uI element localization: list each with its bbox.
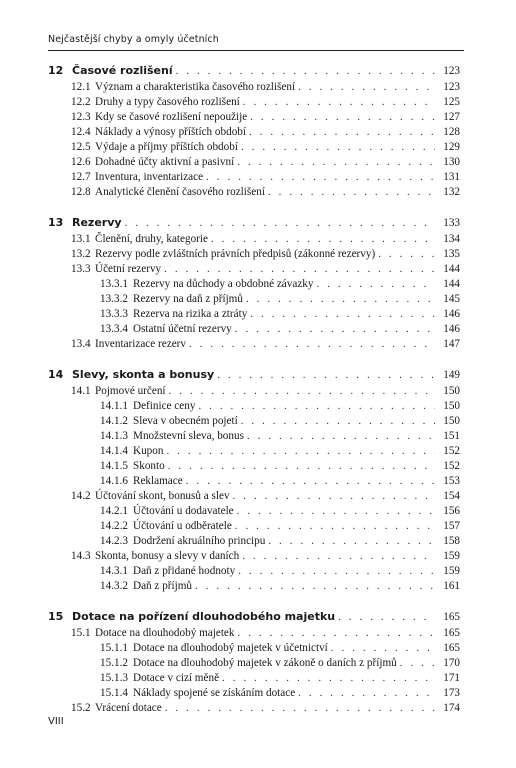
dot-leader xyxy=(242,549,435,564)
section-entry[interactable] xyxy=(48,337,460,352)
section-entry[interactable] xyxy=(48,549,460,564)
entry-number: 12.7 xyxy=(71,171,91,183)
entry-number: 12 xyxy=(48,64,64,77)
section-entry[interactable] xyxy=(48,125,460,140)
section-entry[interactable] xyxy=(48,247,460,262)
entry-title: Slevy, skonta a bonusy xyxy=(72,368,215,381)
entry-page: 134 xyxy=(443,233,460,245)
entry-page: 165 xyxy=(443,611,460,623)
dot-leader xyxy=(186,474,435,489)
entry-number: 14.2.3 xyxy=(100,535,128,547)
dot-leader xyxy=(125,214,435,232)
entry-title: Náklady a výnosy příštích období xyxy=(95,126,247,138)
entry-title: Dotace na pořízení dlouhodobého majetku xyxy=(72,610,336,623)
entry-title: Dotace na dlouhodobý majetek v zákoně o daních z příjmů xyxy=(133,657,397,669)
entry-title: Množstevní sleva, bonus xyxy=(133,430,244,442)
entry-page: 132 xyxy=(443,186,460,198)
entry-page: 152 xyxy=(443,445,460,457)
running-head: Nejčastější chyby a omyly účetních xyxy=(48,34,219,45)
entry-title: Význam a charakteristika časového rozlišení xyxy=(95,81,296,93)
entry-number: 13.3.2 xyxy=(100,293,128,305)
entry-page: 165 xyxy=(443,627,460,639)
entry-number: 13.4 xyxy=(71,338,91,350)
dot-leader xyxy=(250,307,435,322)
entry-page: 156 xyxy=(443,505,460,517)
table-of-contents xyxy=(48,62,460,730)
entry-title: Rezerva na rizika a ztráty xyxy=(133,308,248,320)
entry-page: 159 xyxy=(443,550,460,562)
entry-page: 158 xyxy=(443,535,460,547)
entry-page: 150 xyxy=(443,400,460,412)
subsection-entry[interactable] xyxy=(48,579,460,594)
entry-page: 150 xyxy=(443,415,460,427)
subsection-entry[interactable] xyxy=(48,641,460,656)
entry-number: 13.1 xyxy=(71,233,91,245)
entry-page: 145 xyxy=(443,293,460,305)
entry-number: 14.1.5 xyxy=(100,460,128,472)
entry-page: 150 xyxy=(443,385,460,397)
entry-page: 125 xyxy=(443,96,460,108)
entry-number: 13 xyxy=(48,216,64,229)
entry-title: Účetní rezervy xyxy=(95,263,162,275)
entry-number: 12.1 xyxy=(71,81,91,93)
entry-number: 13.2 xyxy=(71,248,91,260)
section-entry[interactable] xyxy=(48,95,460,110)
entry-page: 129 xyxy=(443,141,460,153)
dot-leader xyxy=(206,170,435,185)
entry-title: Dotace na dlouhodobý majetek xyxy=(95,627,235,639)
entry-page: 165 xyxy=(443,642,460,654)
entry-number: 14.3.2 xyxy=(100,580,128,592)
entry-number: 15.1.4 xyxy=(100,687,128,699)
subsection-entry[interactable] xyxy=(48,399,460,414)
entry-number: 12.4 xyxy=(71,126,91,138)
dot-leader xyxy=(378,247,435,262)
dot-leader xyxy=(235,322,435,337)
entry-number: 14.3 xyxy=(71,550,91,562)
subsection-entry[interactable] xyxy=(48,277,460,292)
entry-number: 12.3 xyxy=(71,111,91,123)
dot-leader xyxy=(165,701,435,716)
entry-page: 144 xyxy=(443,263,460,275)
dot-leader xyxy=(241,414,435,429)
entry-number: 14.1.6 xyxy=(100,475,128,487)
dot-leader xyxy=(243,95,435,110)
subsection-entry[interactable] xyxy=(48,686,460,701)
entry-number: 15 xyxy=(48,610,64,623)
dot-leader xyxy=(338,608,435,626)
entry-number: 13.3.1 xyxy=(100,278,128,290)
dot-leader xyxy=(331,641,435,656)
entry-page: 149 xyxy=(443,369,460,381)
entry-page: 123 xyxy=(443,81,460,93)
dot-leader xyxy=(316,277,435,292)
subsection-entry[interactable] xyxy=(48,564,460,579)
entry-title: Účtování u dodavatele xyxy=(133,505,234,517)
entry-number: 14.2.2 xyxy=(100,520,128,532)
entry-page: 123 xyxy=(443,65,460,77)
dot-leader xyxy=(268,185,435,200)
dot-leader xyxy=(250,110,435,125)
dot-leader xyxy=(241,140,435,155)
entry-page: 174 xyxy=(443,702,460,714)
entry-title: Kdy se časové rozlišení nepoužije xyxy=(95,111,248,123)
dot-leader xyxy=(238,626,436,641)
entry-number: 13.3.3 xyxy=(100,308,128,320)
entry-number: 14.1 xyxy=(71,385,91,397)
entry-title: Rezervy na důchody a obdobné závazky xyxy=(133,278,314,290)
section-entry[interactable] xyxy=(48,701,460,716)
entry-title: Dodržení akruálního principu xyxy=(133,535,266,547)
entry-page: 159 xyxy=(443,565,460,577)
subsection-entry[interactable] xyxy=(48,504,460,519)
page-number: VIII xyxy=(48,716,64,727)
entry-number: 14.1.1 xyxy=(100,400,128,412)
dot-leader xyxy=(168,459,435,474)
subsection-entry[interactable] xyxy=(48,322,460,337)
chapter-block xyxy=(48,214,460,352)
entry-title: Analytické členění časového rozlišení xyxy=(95,186,265,198)
entry-page: 157 xyxy=(443,520,460,532)
entry-page: 171 xyxy=(443,672,460,684)
entry-page: 146 xyxy=(443,323,460,335)
subsection-entry[interactable] xyxy=(48,656,460,671)
dot-leader xyxy=(247,429,435,444)
entry-page: 173 xyxy=(443,687,460,699)
entry-page: 161 xyxy=(443,580,460,592)
entry-title: Skonta, bonusy a slevy v daních xyxy=(95,550,240,562)
dot-leader xyxy=(400,656,435,671)
chapter-block xyxy=(48,62,460,200)
entry-title: Vrácení dotace xyxy=(95,702,162,714)
chapter-heading[interactable] xyxy=(48,62,460,80)
entry-page: 127 xyxy=(443,111,460,123)
subsection-entry[interactable] xyxy=(48,414,460,429)
entry-title: Inventarizace rezerv xyxy=(95,338,186,350)
entry-title: Dotace na dlouhodobý majetek v účetnictví xyxy=(133,642,328,654)
subsection-entry[interactable] xyxy=(48,671,460,686)
entry-title: Rezervy podle zvláštních právních předpisů (zákonné rezervy) xyxy=(95,248,376,260)
entry-title: Reklamace xyxy=(133,475,183,487)
subsection-entry[interactable] xyxy=(48,534,460,549)
entry-page: 147 xyxy=(443,338,460,350)
entry-title: Náklady spojené se získáním dotace xyxy=(133,687,296,699)
entry-title: Rezervy xyxy=(72,216,122,229)
section-entry[interactable] xyxy=(48,262,460,277)
entry-number: 14.1.3 xyxy=(100,430,128,442)
entry-page: 170 xyxy=(443,657,460,669)
entry-title: Definice ceny xyxy=(133,400,196,412)
entry-title: Skonto xyxy=(133,460,165,472)
section-entry[interactable] xyxy=(48,185,460,200)
entry-number: 14.2 xyxy=(71,490,91,502)
dot-leader xyxy=(298,686,435,701)
entry-page: 153 xyxy=(443,475,460,487)
entry-number: 14.3.1 xyxy=(100,565,128,577)
entry-page: 130 xyxy=(443,156,460,168)
subsection-entry[interactable] xyxy=(48,459,460,474)
dot-leader xyxy=(237,155,435,170)
entry-title: Dotace v cizí měně xyxy=(133,672,220,684)
section-entry[interactable] xyxy=(48,155,460,170)
dot-leader xyxy=(166,444,435,459)
entry-title: Účtování u odběratele xyxy=(133,520,232,532)
header-rule xyxy=(48,50,464,51)
entry-title: Daň z přidané hodnoty xyxy=(133,565,236,577)
entry-title: Časové rozlišení xyxy=(72,64,173,77)
entry-number: 12.2 xyxy=(71,96,91,108)
chapter-heading[interactable] xyxy=(48,214,460,232)
entry-page: 152 xyxy=(443,460,460,472)
entry-page: 135 xyxy=(443,248,460,260)
entry-title: Kupon xyxy=(133,445,164,457)
subsection-entry[interactable] xyxy=(48,474,460,489)
dot-leader xyxy=(233,489,435,504)
dot-leader xyxy=(235,519,435,534)
dot-leader xyxy=(246,292,435,307)
entry-title: Dohadné účty aktivní a pasivní xyxy=(95,156,235,168)
dot-leader xyxy=(198,399,435,414)
dot-leader xyxy=(249,125,435,140)
dot-leader xyxy=(298,80,435,95)
dot-leader xyxy=(211,232,435,247)
subsection-entry[interactable] xyxy=(48,519,460,534)
dot-leader xyxy=(195,579,435,594)
entry-title: Účtování skont, bonusů a slev xyxy=(95,490,230,502)
section-entry[interactable] xyxy=(48,384,460,399)
subsection-entry[interactable] xyxy=(48,292,460,307)
entry-page: 144 xyxy=(443,278,460,290)
entry-number: 14.1.2 xyxy=(100,415,128,427)
dot-leader xyxy=(237,504,435,519)
entry-page: 146 xyxy=(443,308,460,320)
entry-number: 15.1.3 xyxy=(100,672,128,684)
section-entry[interactable] xyxy=(48,232,460,247)
subsection-entry[interactable] xyxy=(48,429,460,444)
subsection-entry[interactable] xyxy=(48,307,460,322)
entry-title: Výdaje a příjmy příštích období xyxy=(95,141,238,153)
subsection-entry[interactable] xyxy=(48,444,460,459)
entry-number: 13.3.4 xyxy=(100,323,128,335)
section-entry[interactable] xyxy=(48,80,460,95)
dot-leader xyxy=(164,262,435,277)
dot-leader xyxy=(189,337,435,352)
dot-leader xyxy=(217,366,435,384)
chapter-heading[interactable] xyxy=(48,366,460,384)
entry-title: Ostatní účetní rezervy xyxy=(133,323,232,335)
entry-number: 15.2 xyxy=(71,702,91,714)
entry-number: 15.1.2 xyxy=(100,657,128,669)
section-entry[interactable] xyxy=(48,170,460,185)
entry-page: 151 xyxy=(443,430,460,442)
dot-leader xyxy=(238,564,435,579)
entry-number: 14.1.4 xyxy=(100,445,128,457)
section-entry[interactable] xyxy=(48,140,460,155)
entry-title: Členění, druhy, kategorie xyxy=(95,233,208,245)
entry-number: 15.1.1 xyxy=(100,642,128,654)
entry-title: Inventura, inventarizace xyxy=(95,171,204,183)
entry-page: 154 xyxy=(443,490,460,502)
entry-page: 128 xyxy=(443,126,460,138)
entry-page: 133 xyxy=(443,217,460,229)
entry-title: Sleva v obecném pojetí xyxy=(133,415,238,427)
dot-leader xyxy=(169,384,435,399)
dot-leader xyxy=(222,671,435,686)
dot-leader xyxy=(176,62,435,80)
entry-number: 14 xyxy=(48,368,64,381)
entry-number: 13.3 xyxy=(71,263,91,275)
entry-title: Daň z příjmů xyxy=(133,580,193,592)
entry-number: 15.1 xyxy=(71,627,91,639)
entry-page: 131 xyxy=(443,171,460,183)
section-entry[interactable] xyxy=(48,489,460,504)
chapter-heading[interactable] xyxy=(48,608,460,626)
entry-number: 14.2.1 xyxy=(100,505,128,517)
dot-leader xyxy=(268,534,435,549)
chapter-block xyxy=(48,608,460,716)
entry-title: Rezervy na daň z příjmů xyxy=(133,293,243,305)
entry-number: 12.6 xyxy=(71,156,91,168)
section-entry[interactable] xyxy=(48,110,460,125)
entry-title: Pojmové určení xyxy=(95,385,166,397)
entry-number: 12.5 xyxy=(71,141,91,153)
chapter-block xyxy=(48,366,460,594)
entry-title: Druhy a typy časového rozlišení xyxy=(95,96,240,108)
entry-number: 12.8 xyxy=(71,186,91,198)
section-entry[interactable] xyxy=(48,626,460,641)
